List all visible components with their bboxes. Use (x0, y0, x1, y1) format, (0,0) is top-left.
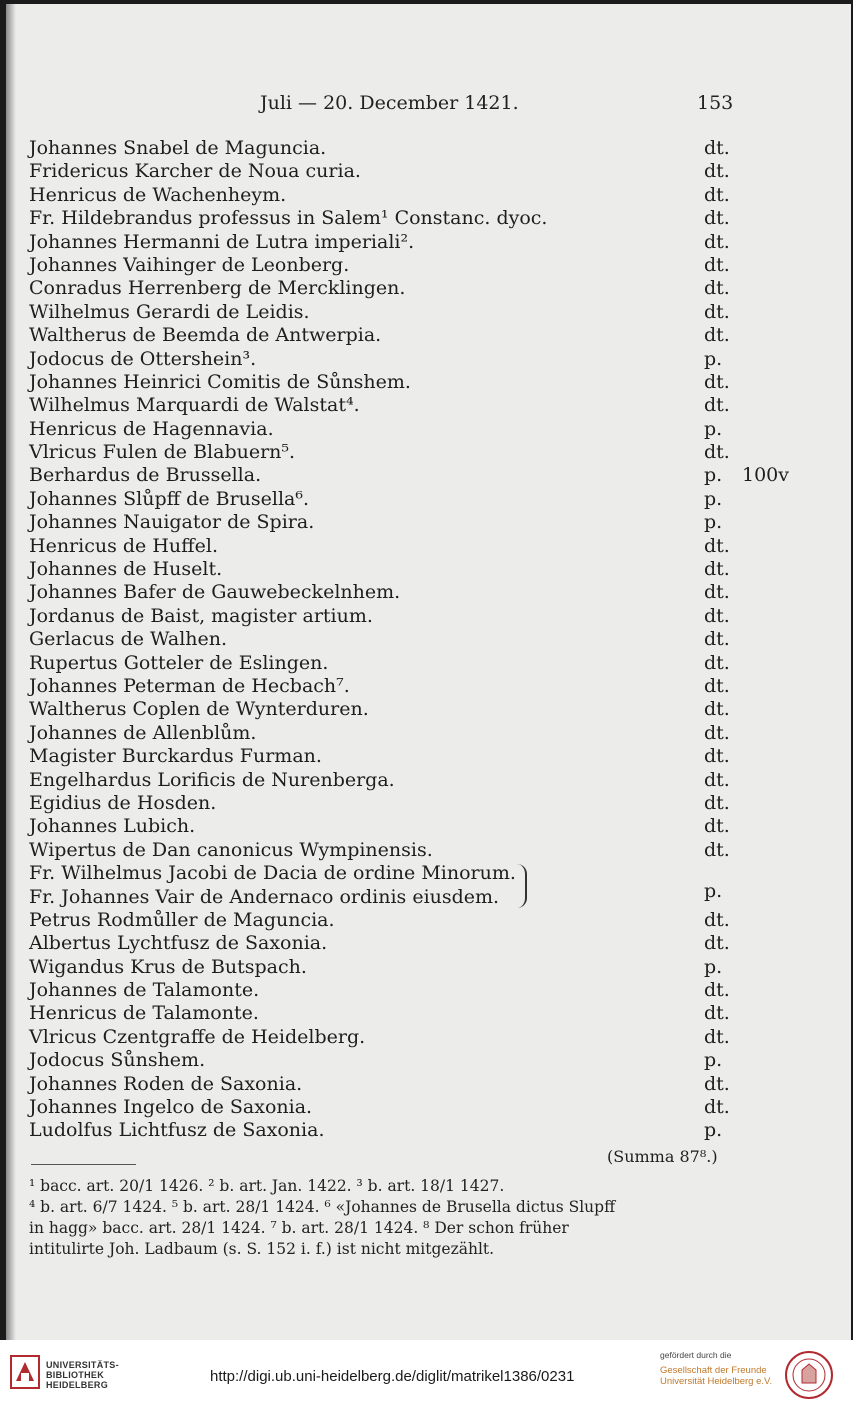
entry-name: Johannes Nauigator de Spira. (29, 511, 315, 534)
entry-status: p. (704, 955, 723, 978)
entry-name: Johannes Hermanni de Lutra imperiali². (29, 230, 415, 253)
list-item (29, 628, 829, 651)
entry-status: dt. (704, 581, 730, 604)
entry-status: p. (704, 464, 723, 487)
list-item (29, 675, 829, 698)
entry-folio: 100v (742, 464, 789, 487)
entry-name: Johannes de Huselt. (29, 558, 223, 581)
sponsor-line: Universität Heidelberg e.V. (660, 1376, 773, 1387)
matriculation-list (29, 137, 829, 1143)
bracket-status: p. (704, 880, 723, 902)
entry-name: Fr. Hildebrandus professus in Salem¹ Constanc. dyoc. (29, 207, 548, 230)
running-head: Juli — 20. December 1421. (260, 92, 519, 114)
entry-status: dt. (704, 534, 730, 557)
entry-status: dt. (704, 1002, 730, 1025)
entry-status: dt. (704, 441, 730, 464)
list-item (29, 488, 829, 511)
entry-status: dt. (704, 838, 730, 861)
entry-status: dt. (704, 160, 730, 183)
entry-name: Johannes Heinrici Comitis de Sůnshem. (29, 370, 411, 393)
entry-name: Johannes de Allenblům. (29, 721, 257, 744)
footnote-line: ¹ bacc. art. 20/1 1426. ² b. art. Jan. 1422. ³ b. art. 18/1 1427. (29, 1177, 505, 1195)
list-item (29, 722, 829, 745)
library-name-line: HEIDELBERG (46, 1380, 109, 1390)
entry-status: dt. (704, 721, 730, 744)
sponsor-line: gefördert durch die (660, 1350, 732, 1360)
entry-status: p. (704, 417, 723, 440)
entry-status: dt. (704, 1025, 730, 1048)
entry-status: dt. (704, 815, 730, 838)
list-item (29, 324, 829, 347)
entry-name: Egidius de Hosden. (29, 791, 217, 814)
entry-name: Johannes Lubich. (29, 815, 196, 838)
entry-name: Henricus de Talamonte. (29, 1002, 259, 1025)
entry-status: p. (704, 487, 723, 510)
list-item (29, 839, 829, 862)
university-seal-icon (784, 1350, 834, 1400)
footnote-line: intitulirte Joh. Ladbaum (s. S. 152 i. f.) ist nicht mitgezählt. (29, 1240, 495, 1258)
entry-status: dt. (704, 908, 730, 931)
entry-status: dt. (704, 604, 730, 627)
entry-status: dt. (704, 745, 730, 768)
list-item (29, 1049, 829, 1072)
entry-status: dt. (704, 394, 730, 417)
bracket-brace (515, 864, 527, 908)
list-item (29, 535, 829, 558)
entry-name: Fridericus Karcher de Noua curia. (29, 160, 361, 183)
entry-status: dt. (704, 674, 730, 697)
library-name-line: UNIVERSITÄTS- (46, 1360, 119, 1370)
list-item (29, 605, 829, 628)
entry-name: Johannes Peterman de Hecbach⁷. (29, 674, 350, 697)
entry-status: p. (704, 1049, 723, 1072)
entry-status: p. (704, 1119, 723, 1142)
entry-name: Magister Burckardus Furman. (29, 745, 322, 768)
entry-status: dt. (704, 768, 730, 791)
entry-name: Johannes Slůpff de Brusella⁶. (29, 487, 310, 510)
list-item (29, 815, 829, 838)
entry-name: Johannes de Talamonte. (29, 979, 260, 1002)
entry-status: dt. (704, 1072, 730, 1095)
permalink-url[interactable]: http://digi.ub.uni-heidelberg.de/diglit/matrikel1386/0231 (210, 1368, 575, 1385)
list-item (29, 394, 829, 417)
entry-status: dt. (704, 324, 730, 347)
library-name-line: BIBLIOTHEK (46, 1370, 104, 1380)
entry-name: Waltherus de Beemda de Antwerpia. (29, 324, 382, 347)
list-item (29, 301, 829, 324)
entry-status: dt. (704, 207, 730, 230)
library-logo-icon[interactable] (10, 1355, 40, 1389)
entry-status: dt. (704, 979, 730, 1002)
entry-name: Rupertus Gotteler de Eslingen. (29, 651, 329, 674)
entry-name: Vlricus Czentgraffe de Heidelberg. (29, 1025, 366, 1048)
list-item (29, 1096, 829, 1119)
entry-name: Jodocus de Ottershein³. (29, 347, 257, 370)
entry-name: Johannes Snabel de Maguncia. (29, 137, 327, 159)
entry-status: dt. (704, 300, 730, 323)
list-item (29, 1119, 829, 1142)
entry-name: Wigandus Krus de Butspach. (29, 955, 307, 978)
sponsor-line: Gesellschaft der Freunde (660, 1365, 767, 1376)
entry-name: Johannes Vaihinger de Leonberg. (29, 253, 350, 276)
list-item (29, 652, 829, 675)
entry-name: Fr. Johannes Vair de Andernaco ordinis eiusdem. (29, 885, 500, 908)
entry-name: Johannes Ingelco de Saxonia. (29, 1096, 313, 1119)
entry-status: dt. (704, 137, 730, 159)
entry-status: p. (704, 347, 723, 370)
entry-name: Henricus de Huffel. (29, 534, 218, 557)
footnotes (29, 1176, 729, 1260)
entry-name: Jordanus de Baist, magister artium. (29, 604, 373, 627)
entry-name: Albertus Lychtfusz de Saxonia. (29, 932, 328, 955)
entry-name: Ludolfus Lichtfusz de Saxonia. (29, 1119, 325, 1142)
entry-name: Berhardus de Brussella. (29, 464, 262, 487)
entry-status: dt. (704, 932, 730, 955)
list-item (29, 137, 829, 160)
entry-status: dt. (704, 651, 730, 674)
list-item (29, 745, 829, 768)
list-item (29, 792, 829, 815)
library-name[interactable] (46, 1360, 119, 1390)
scanned-page (6, 4, 851, 1340)
list-item (29, 1073, 829, 1096)
list-item (29, 277, 829, 300)
entry-name: Johannes Bafer de Gauwebeckelnhem. (29, 581, 401, 604)
list-item (29, 511, 829, 534)
list-item (29, 1026, 829, 1049)
entry-name: Jodocus Sůnshem. (29, 1049, 206, 1072)
entry-name: Petrus Rodmůller de Maguncia. (29, 908, 335, 931)
entry-status: dt. (704, 558, 730, 581)
entry-name: Johannes Roden de Saxonia. (29, 1072, 303, 1095)
list-item (29, 581, 829, 604)
entry-name: Engelhardus Lorificis de Nurenberga. (29, 768, 395, 791)
entry-name: Conradus Herrenberg de Mercklingen. (29, 277, 406, 300)
list-item (29, 464, 829, 487)
list-item (29, 160, 829, 183)
entry-name: Henricus de Wachenheym. (29, 183, 287, 206)
footnote-line: ⁴ b. art. 6/7 1424. ⁵ b. art. 28/1 1424. ⁶ «Johannes de Brusella dictus Slupff (29, 1198, 616, 1216)
list-item (29, 441, 829, 464)
list-item (29, 769, 829, 792)
summa-total: (Summa 87⁸.) (607, 1147, 718, 1166)
entry-name: Wilhelmus Marquardi de Walstat⁴. (29, 394, 360, 417)
entry-status: dt. (704, 698, 730, 721)
footnote-rule (31, 1164, 136, 1165)
list-item (29, 909, 829, 932)
entry-status: dt. (704, 277, 730, 300)
list-item (29, 418, 829, 441)
entry-status: p. (704, 511, 723, 534)
list-item (29, 558, 829, 581)
list-item (29, 979, 829, 1002)
list-item (29, 207, 829, 230)
viewer-footer (0, 1340, 853, 1409)
entry-status: dt. (704, 1096, 730, 1119)
list-item (29, 956, 829, 979)
page-number: 153 (697, 92, 734, 114)
entry-name: Gerlacus de Walhen. (29, 628, 228, 651)
entry-status: dt. (704, 253, 730, 276)
entry-name: Waltherus Coplen de Wynterduren. (29, 698, 369, 721)
entry-status: dt. (704, 230, 730, 253)
list-item (29, 348, 829, 371)
list-item (29, 231, 829, 254)
list-item (29, 1002, 829, 1025)
list-item (29, 254, 829, 277)
entry-status: dt. (704, 183, 730, 206)
list-item (29, 932, 829, 955)
list-item (29, 698, 829, 721)
entry-name: Fr. Wilhelmus Jacobi de Dacia de ordine Minorum. (29, 862, 516, 885)
page-header (6, 92, 851, 116)
entry-name: Vlricus Fulen de Blabuern⁵. (29, 441, 296, 464)
entry-name: Wilhelmus Gerardi de Leidis. (29, 300, 310, 323)
entry-status: dt. (704, 628, 730, 651)
footnote-line: in hagg» bacc. art. 28/1 1424. ⁷ b. art. 28/1 1424. ⁸ Der schon früher (29, 1219, 569, 1237)
entry-name: Henricus de Hagennavia. (29, 417, 274, 440)
entry-status: dt. (704, 791, 730, 814)
entry-status: dt. (704, 370, 730, 393)
list-item (29, 371, 829, 394)
entry-name: Wipertus de Dan canonicus Wympinensis. (29, 838, 433, 861)
list-item (29, 184, 829, 207)
sponsor-credit[interactable] (660, 1350, 772, 1387)
